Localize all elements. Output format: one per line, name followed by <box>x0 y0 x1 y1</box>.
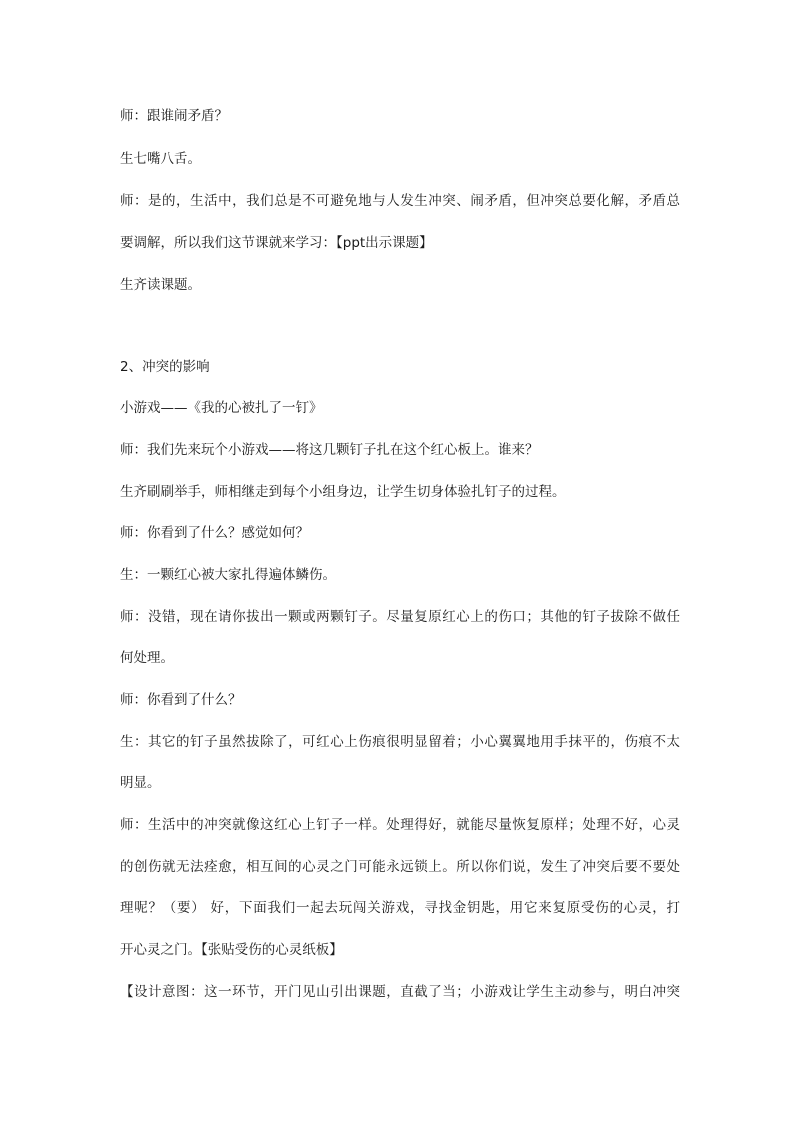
line-teacher-life-conflict-4: 开心灵之门。【张贴受伤的心灵纸板】 <box>120 942 343 958</box>
line-teacher-conflict-1: 师：是的，生活中，我们总是不可避免地与人发生冲突、闹矛盾，但冲突总要化解，矛盾总 <box>120 193 680 209</box>
line-teacher-game-intro: 师：我们先来玩个小游戏——将这几颗钉子扎在这个红心板上。谁来？ <box>120 442 539 458</box>
line-student-scars-1: 生：其它的钉子虽然拔除了，可红心上伤痕很明显留着；小心翼翼地用手抹平的，伤痕不太 <box>120 734 680 750</box>
line-student-scars-2: 明显。 <box>120 775 161 791</box>
line-teacher-life-conflict-3: 理呢？（要） 好，下面我们一起去玩闯关游戏，寻找金钥匙，用它来复原受伤的心灵，打 <box>120 900 680 916</box>
line-teacher-life-conflict-1: 师：生活中的冲突就像这红心上钉子一样。处理得好，就能尽量恢复原样；处理不好，心灵 <box>120 817 680 833</box>
line-teacher-question: 师：跟谁闹矛盾？ <box>120 108 228 124</box>
line-mini-game-title: 小游戏——《我的心被扎了一钉》 <box>120 400 323 416</box>
line-teacher-remove-nails-1: 师：没错，现在请你拔出一颗或两颗钉子。尽量复原红心上的伤口；其他的钉子拔除不做任 <box>120 609 680 625</box>
line-teacher-life-conflict-2: 的创伤就无法痊愈，相互间的心灵之门可能永远锁上。所以你们说，发生了冲突后要不要处 <box>120 859 680 875</box>
line-students-read-title: 生齐读课题。 <box>120 277 201 293</box>
line-students-discuss: 生七嘴八舌。 <box>120 151 201 167</box>
line-teacher-what-see: 师：你看到了什么？感觉如何？ <box>120 525 309 541</box>
line-students-raise-hands: 生齐刷刷举手，师相继走到每个小组身边，让学生切身体验扎钉子的过程。 <box>120 484 566 500</box>
line-teacher-what-see-2: 师：你看到了什么？ <box>120 692 242 708</box>
line-student-answer: 生：一颗红心被大家扎得遍体鳞伤。 <box>120 567 336 583</box>
line-teacher-remove-nails-2: 何处理。 <box>120 650 174 666</box>
line-teacher-conflict-2: 要调解，所以我们这节课就来学习：【ppt出示课题】 <box>120 235 433 251</box>
line-design-intent: 【设计意图：这一环节，开门见山引出课题，直截了当；小游戏让学生主动参与，明白冲突 <box>120 984 680 1000</box>
section-heading: 2、冲突的影响 <box>120 359 210 375</box>
